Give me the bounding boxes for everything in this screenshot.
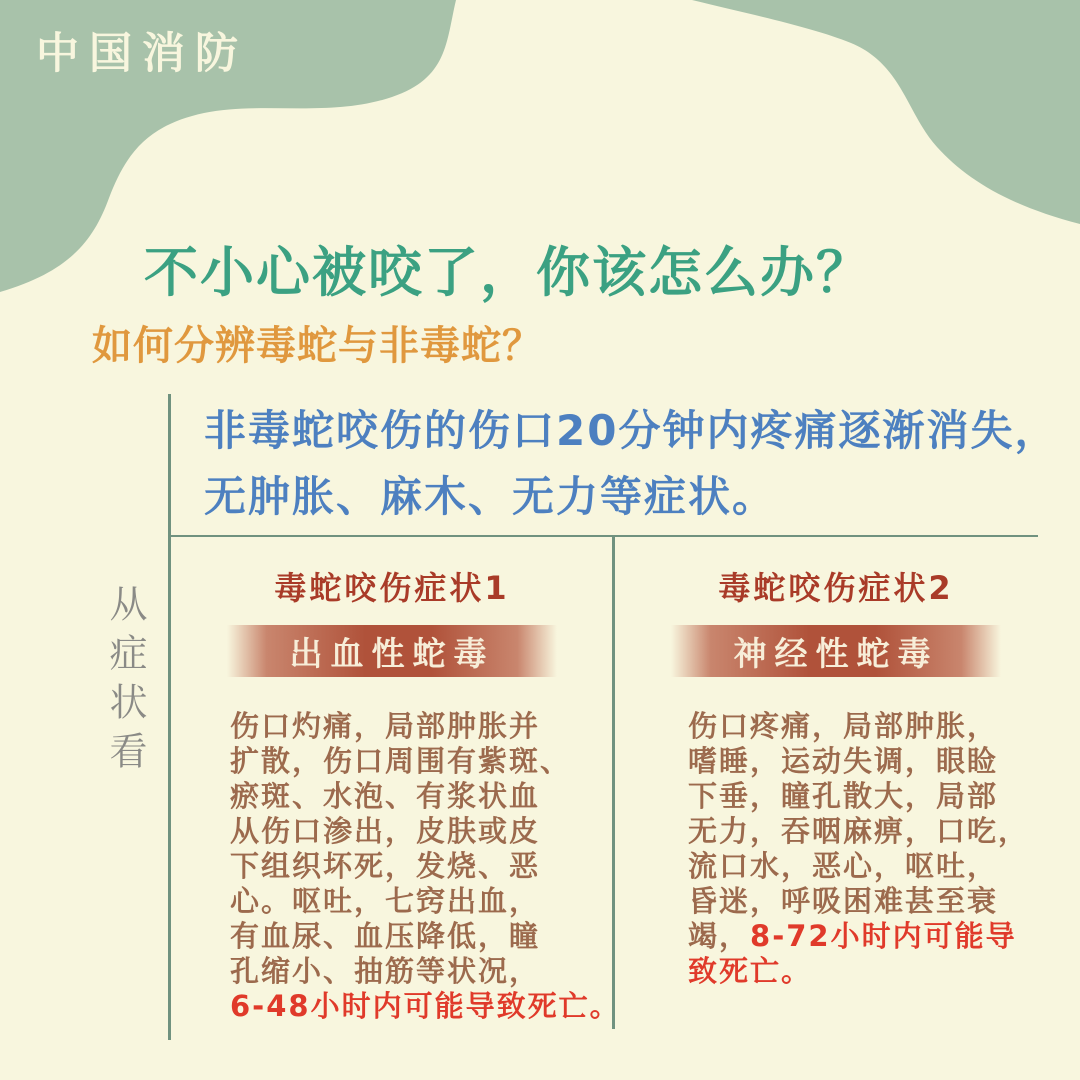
intro-line-1: 非毒蛇咬伤的伤口20分钟内疼痛逐渐消失， (204, 406, 1059, 455)
column-hemorrhagic-venom (170, 537, 621, 1024)
body-text-line (230, 884, 614, 919)
column-body-2 (614, 709, 1058, 989)
body-text: 流口水，恶心，呕吐， (688, 849, 999, 883)
body-text: 孔缩小、抽筋等状况， (230, 954, 541, 988)
page-subtitle: 如何分辨毒蛇与非毒蛇？ (92, 323, 543, 369)
body-text-line (230, 919, 614, 954)
column-header: 毒蛇咬伤症状1 (274, 569, 510, 607)
body-text: 下垂，瞳孔散大，局部 (688, 779, 999, 813)
body-text: 下组织坏死，发烧、恶 (230, 849, 541, 883)
intro-text (204, 398, 1058, 530)
body-text: 扩散，伤口周围有紫斑、 (230, 744, 572, 778)
column-neurotoxic-venom (614, 537, 1058, 989)
body-text: 无力，吞咽麻痹，口吃， (688, 814, 1030, 848)
column-header: 毒蛇咬伤症状2 (718, 569, 954, 607)
body-text-line (230, 954, 614, 989)
column-body-1 (170, 709, 621, 1024)
body-text-line (688, 884, 1058, 919)
body-text-line (230, 709, 614, 744)
highlighted-text: 致死亡。 (688, 954, 813, 988)
body-text: 从伤口渗出，皮肤或皮 (230, 814, 541, 848)
brand-logo: 中国消防 (36, 29, 248, 79)
highlighted-text: 6-48小时内可能导致死亡。 (230, 989, 621, 1023)
body-text-line (688, 814, 1058, 849)
body-text-line (688, 744, 1058, 779)
body-text: 有血尿、血压降低，瞳 (230, 919, 541, 953)
venom-type-banner: 出血性蛇毒 (227, 625, 557, 677)
page-title: 不小心被咬了，你该怎么办？ (144, 241, 872, 304)
highlighted-text: 8-72小时内可能导 (750, 919, 1017, 953)
body-text: 竭， (688, 919, 751, 953)
body-text: 心。呕吐，七窍出血， (230, 884, 541, 918)
body-text-line (230, 744, 614, 779)
body-text-line (230, 849, 614, 884)
body-text-line (688, 919, 1058, 954)
intro-line-2: 无肿胀、麻木、无力等症状。 (204, 472, 777, 521)
body-text: 昏迷，呼吸困难甚至衰 (688, 884, 999, 918)
body-text: 嗜睡，运动失调，眼睑 (688, 744, 999, 778)
side-label-symptoms: 从症状看 (103, 584, 147, 780)
body-text-line (230, 779, 614, 814)
body-text-line (688, 954, 1058, 989)
body-text: 伤口疼痛，局部肿胀， (688, 709, 999, 743)
body-text: 瘀斑、水泡、有浆状血 (230, 779, 541, 813)
body-text-line (230, 989, 621, 1024)
body-text-line (688, 849, 1058, 884)
body-text: 伤口灼痛，局部肿胀并 (230, 709, 541, 743)
body-text-line (230, 814, 614, 849)
body-text-line (688, 779, 1058, 814)
body-text-line (688, 709, 1058, 744)
green-blob-top-right (692, 0, 1080, 224)
venom-type-banner: 神经性蛇毒 (671, 625, 1001, 677)
